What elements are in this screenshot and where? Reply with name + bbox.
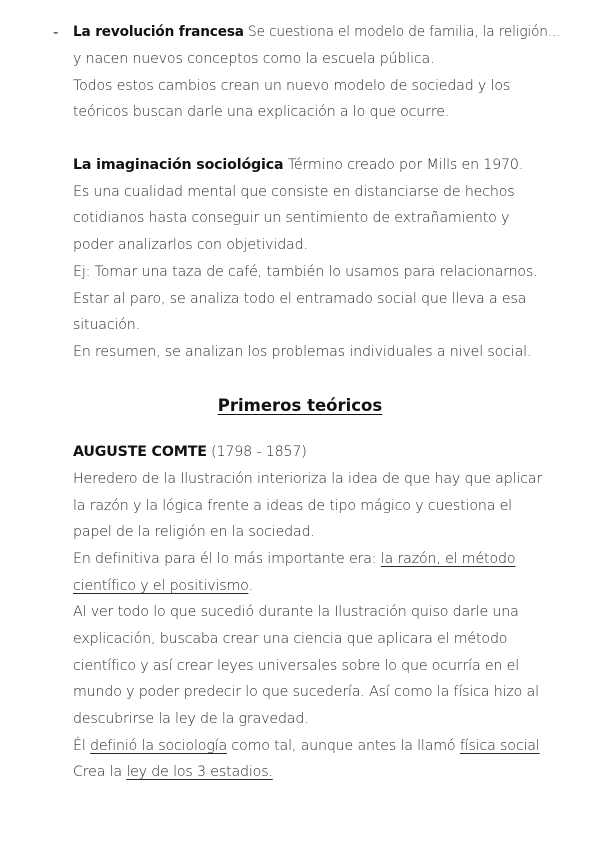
underlined-text: física social [459,738,540,754]
paragraph-line: y nacen nuevos conceptos como la escuela pública. [73,51,435,67]
paragraph-line [73,155,523,175]
underlined-text: definió la sociología [89,738,228,754]
paragraph-line: En resumen, se analizan los problemas individuales a nivel social. [73,344,532,360]
paragraph-line [73,576,253,596]
paragraph-line: Al ver todo lo que sucedió durante la Ilustración quiso darle una [73,604,519,620]
paragraph-line: Es una cualidad mental que consiste en distanciarse de hechos [73,184,515,200]
author-years: (1798 - 1857) [206,444,307,460]
paragraph-line [73,736,540,756]
line-text: . [248,578,253,594]
paragraph-line: descubrirse la ley de la gravedad. [73,711,309,727]
line-text: Término creado por Mills en 1970. [283,157,524,173]
underlined-text: la razón, el método [380,551,516,567]
paragraph-line [73,762,273,782]
paragraph-line: poder analizarlos con objetividad. [73,237,308,253]
paragraph-line [73,22,560,42]
paragraph-line: cotidianos hasta conseguir un sentimiento de extrañamiento y [73,210,510,226]
paragraph-line: explicación, buscaba crear una ciencia que aplicara el método [73,631,508,647]
paragraph-line [73,442,307,462]
paragraph-line: Heredero de la Ilustración interioriza la idea de que hay que aplicar [73,471,543,487]
bold-term: La revolución francesa [73,24,244,40]
paragraph-line: mundo y poder predecir lo que sucedería. Así como la física hizo al [73,684,539,700]
bullet-dash: - [53,23,59,41]
author-name: AUGUSTE COMTE [73,444,207,460]
paragraph-line: Estar al paro, se analiza todo el entramado social que lleva a esa [73,291,527,307]
underlined-text: científico y el positivismo [73,578,249,594]
paragraph-line: situación. [73,317,141,333]
paragraph-line: la razón y la lógica frente a ideas de tipo mágico y cuestiona el [73,498,512,514]
paragraph-line: Ej: Tomar una taza de café, también lo usamos para relacionarnos. [73,264,538,280]
paragraph-line: científico y así crear leyes universales sobre lo que ocurría en el [73,658,520,674]
line-text: Se cuestiona el modelo de familia, la religión... [243,24,561,40]
paragraph-line: teóricos buscan darle una explicación a lo que ocurre. [73,104,450,120]
section-heading: Primeros teóricos [217,396,383,415]
line-text: como tal, aunque antes la llamó [227,738,460,754]
line-text: En definitiva para él lo más importante era: [73,551,381,567]
underlined-text: ley de los 3 estadios. [126,764,273,780]
line-text: Él [73,738,90,754]
paragraph-line: Todos estos cambios crean un nuevo modelo de sociedad y los [73,78,511,94]
paragraph-line [73,549,515,569]
paragraph-line: papel de la religión en la sociedad. [73,524,315,540]
bold-term: La imaginación sociológica [73,157,284,173]
line-text: Crea la [73,764,127,780]
